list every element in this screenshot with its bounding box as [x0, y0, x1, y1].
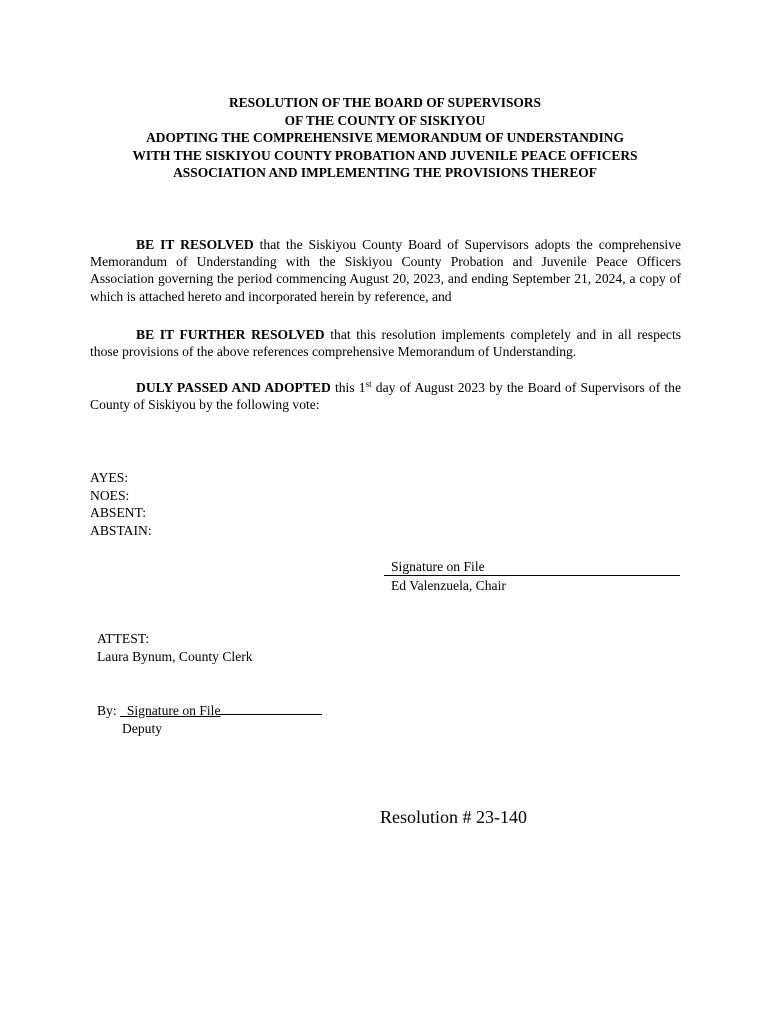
paragraph-lead: DULY PASSED AND ADOPTED — [136, 380, 331, 395]
ayes-label: AYES: — [90, 470, 129, 485]
ordinal-suffix: st — [365, 379, 372, 389]
deputy-signature-text: Signature on File — [126, 703, 221, 718]
title-line-4: WITH THE SISKIYOU COUNTY PROBATION AND JUVENILE PEACE OFFICERS — [132, 147, 638, 163]
paragraph-lead: BE IT RESOLVED — [136, 237, 254, 252]
attest-block — [97, 630, 253, 665]
paragraph-lead: BE IT FURTHER RESOLVED — [136, 327, 325, 342]
chair-name: Ed Valenzuela, Chair — [391, 578, 506, 593]
clerk-name: Laura Bynum, County Clerk — [97, 648, 253, 664]
paragraph-text-a: this 1 — [330, 380, 366, 395]
resolution-number: Resolution # 23-140 — [380, 807, 527, 827]
paragraph-duly-passed — [90, 379, 681, 413]
deputy-title: Deputy — [122, 721, 163, 736]
deputy-signature — [120, 703, 220, 718]
title-line-1: RESOLUTION OF THE BOARD OF SUPERVISORS — [229, 95, 541, 110]
title-line-5: ASSOCIATION AND IMPLEMENTING THE PROVISIONS THEREOF — [173, 165, 597, 180]
deputy-signature-line — [97, 702, 322, 720]
title-line-2: OF THE COUNTY OF SISKIYOU — [284, 112, 486, 128]
paragraph-text: that this resolution implements completely and in all respects those provisions of the above references comprehensive Memorandum of Understanding. — [90, 327, 682, 360]
paragraph-text: that the Siskiyou County Board of Supervisors adopts the comprehensive Memorandum of Understanding with the Siskiyou County Probation and Juvenile Peace Officers Association governing the period commencing August 20, 2023, and ending September 21, 2024, a copy of which is attached hereto and incorporated herein by reference, and — [90, 237, 681, 304]
paragraph-be-it-further-resolved — [90, 326, 681, 360]
signature-blank — [218, 702, 322, 715]
paragraph-be-it-resolved — [90, 236, 681, 305]
abstain-label: ABSTAIN: — [90, 522, 152, 538]
chair-signature: Signature on File — [391, 559, 485, 574]
attest-label: ATTEST: — [97, 631, 150, 646]
title-line-3: ADOPTING THE COMPREHENSIVE MEMORANDUM OF UNDERSTANDING — [146, 130, 624, 145]
by-label: By: — [97, 703, 121, 718]
chair-signature-block — [384, 558, 680, 595]
vote-tally — [90, 469, 152, 539]
absent-label: ABSENT: — [90, 505, 146, 521]
resolution-title — [80, 94, 690, 182]
noes-label: NOES: — [90, 487, 130, 503]
paragraph-text-b: day of August 2023 by the Board of Supervisors of the County of Siskiyou by the following vote: — [90, 380, 681, 413]
